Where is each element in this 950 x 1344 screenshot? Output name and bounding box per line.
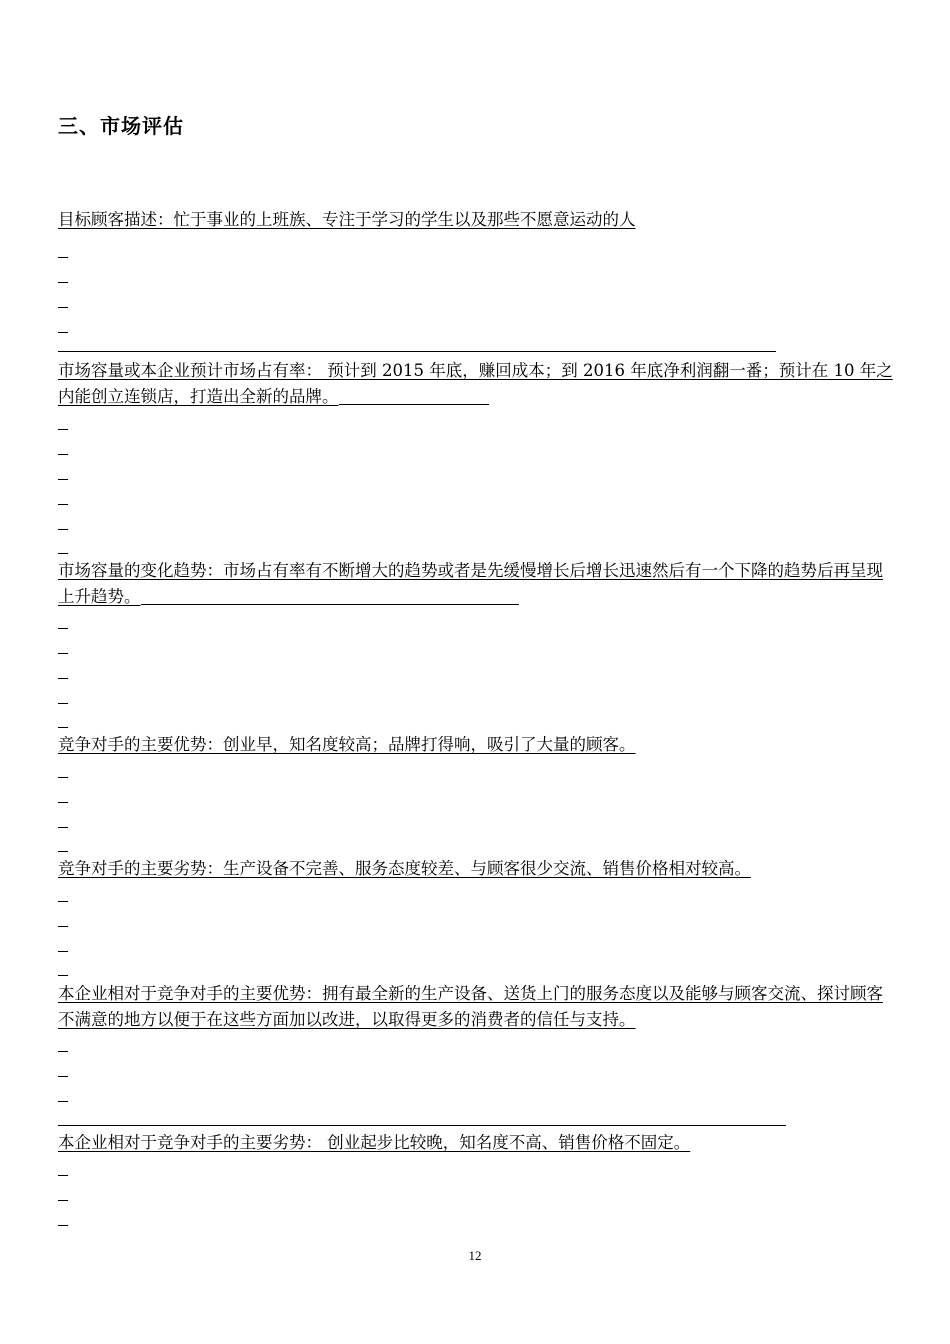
dash-mark bbox=[58, 1051, 68, 1052]
dash-mark bbox=[58, 429, 68, 430]
dash-mark bbox=[58, 802, 68, 803]
dash-mark bbox=[58, 529, 68, 530]
dash-mark bbox=[58, 479, 68, 480]
horizontal-rule bbox=[58, 1125, 786, 1126]
dash-mark bbox=[58, 1101, 68, 1102]
dash-mark bbox=[58, 628, 68, 629]
target-customer-paragraph: 目标顾客描述：忙于事业的上班族、专注于学习的学生以及那些不愿意运动的人 bbox=[58, 210, 636, 229]
dash-mark bbox=[58, 1175, 68, 1176]
market-share-paragraph: 市场容量或本企业预计市场占有率： 预计到 2015 年底，赚回成本；到 2016 年底净利润翻一番；预计在 10 年之内能创立连锁店，打造出全新的品牌。 bbox=[58, 361, 893, 406]
dash-mark bbox=[58, 1225, 68, 1226]
dash-mark bbox=[58, 332, 68, 333]
horizontal-rule bbox=[58, 351, 776, 352]
section-heading: 三、市场评估 bbox=[58, 114, 184, 138]
competitor-strengths-paragraph: 竞争对手的主要优势：创业早，知名度较高；品牌打得响，吸引了大量的顾客。 bbox=[58, 735, 636, 754]
dash-mark bbox=[58, 851, 68, 852]
dash-mark bbox=[58, 951, 68, 952]
dash-mark bbox=[58, 827, 68, 828]
dash-mark bbox=[58, 307, 68, 308]
dash-mark bbox=[58, 703, 68, 704]
our-weaknesses-paragraph: 本企业相对于竞争对手的主要劣势： 创业起步比较晚，知名度不高、销售价格不固定。 bbox=[58, 1133, 691, 1152]
dash-mark bbox=[58, 454, 68, 455]
dash-mark bbox=[58, 926, 68, 927]
page-number: 12 bbox=[468, 1248, 482, 1263]
dash-mark bbox=[58, 1200, 68, 1201]
dash-mark bbox=[58, 553, 68, 554]
competitor-weaknesses-paragraph: 竞争对手的主要劣势：生产设备不完善、服务态度较差、与顾客很少交流、销售价格相对较高。 bbox=[58, 859, 751, 878]
dash-mark bbox=[58, 504, 68, 505]
dash-mark bbox=[58, 678, 68, 679]
market-trend-paragraph: 市场容量的变化趋势：市场占有率有不断增大的趋势或者是先缓慢增长后增长迅速然后有一个下降的趋势后再呈现上升趋势。 bbox=[58, 561, 883, 606]
dash-mark bbox=[58, 257, 68, 258]
dash-mark bbox=[58, 975, 68, 976]
our-strengths-paragraph: 本企业相对于竞争对手的主要优势：拥有最全新的生产设备、送货上门的服务态度以及能够与顾客交流、探讨顾客不满意的地方以便于在这些方面加以改进，以取得更多的消费者的信任与支持。 bbox=[58, 984, 883, 1029]
dash-mark bbox=[58, 1076, 68, 1077]
dash-mark bbox=[58, 777, 68, 778]
dash-mark bbox=[58, 653, 68, 654]
dash-mark bbox=[58, 727, 68, 728]
dash-mark bbox=[58, 282, 68, 283]
dash-mark bbox=[58, 901, 68, 902]
